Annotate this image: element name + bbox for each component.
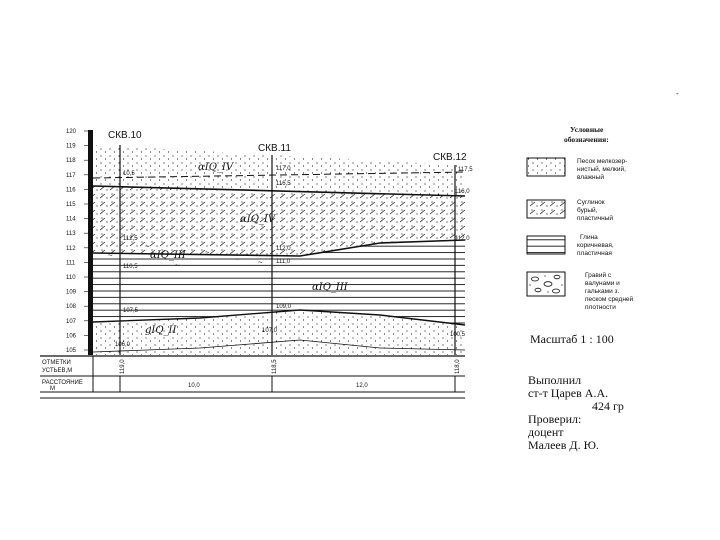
table-label: ОТМЕТКИ — [42, 360, 71, 366]
credit-line: Малеев Д. Ю. — [528, 438, 599, 452]
index-label: gIQ_II — [145, 325, 177, 336]
top-elev: 118,5 — [272, 359, 278, 374]
depth-label: 111 — [66, 260, 76, 267]
mark: 112,5 — [123, 236, 138, 242]
depth-label: 109 — [66, 289, 77, 296]
credit-line: доцент — [528, 425, 564, 439]
depth-label: 108 — [66, 304, 77, 311]
legend-swatch-clay — [527, 236, 565, 254]
depth-label: 120 — [66, 129, 77, 135]
corner-mark: - — [676, 89, 679, 98]
mark: 116,0 — [455, 189, 470, 195]
borehole-label: СКВ.10 — [108, 130, 142, 141]
depth-label: 112 — [66, 245, 76, 252]
svg-text:нистый, мелкий,: нистый, мелкий, — [577, 166, 626, 173]
legend-title: Условные — [570, 125, 604, 134]
svg-text:песком средней: песком средней — [585, 296, 634, 303]
svg-text:~: ~ — [258, 258, 263, 267]
svg-text:~: ~ — [108, 251, 113, 260]
mark: 117,0 — [276, 166, 291, 172]
depth-label: 110 — [66, 275, 76, 281]
borehole-label: СКВ.11 — [258, 143, 291, 154]
legend-swatch-sand — [527, 158, 565, 176]
depth-label: 107 — [66, 318, 77, 325]
index-label: αIQ_III — [150, 250, 186, 261]
svg-text:~: ~ — [145, 242, 150, 251]
legend-title: обозначения: — [564, 135, 609, 144]
mark: 112,0 — [276, 246, 291, 252]
svg-text:пластичный: пластичный — [577, 215, 614, 222]
credit-line: 424 гр — [592, 399, 624, 413]
svg-text:~: ~ — [205, 248, 210, 257]
depth-label: 118 — [66, 158, 76, 165]
depth-label: 113 — [66, 231, 76, 238]
svg-text:бурый,: бурый, — [577, 207, 598, 214]
mark: 10,5 — [123, 171, 135, 177]
mark: 106,0 — [115, 342, 131, 348]
mark: 116,5 — [276, 181, 291, 187]
depth-scale — [66, 129, 93, 355]
depth-label: 119 — [66, 143, 76, 150]
credit-line: ст-т Царев А.А. — [528, 386, 609, 400]
bottom-table — [40, 356, 465, 398]
mark: 109,0 — [276, 304, 292, 310]
depth-label: 106 — [66, 333, 77, 340]
top-elev: 118,0 — [455, 359, 461, 374]
depth-label: 117 — [66, 172, 76, 179]
table-label: РАССТОЯНИЕ — [42, 380, 83, 386]
index-label: αIQ_IV — [240, 214, 276, 225]
mark: 111,0 — [276, 259, 291, 265]
svg-text:плотности: плотности — [585, 304, 616, 311]
distance: 12,0 — [356, 383, 368, 389]
scale-text: Масштаб 1 : 100 — [530, 332, 614, 346]
depth-label: 115 — [66, 202, 76, 208]
top-elev: 119,0 — [120, 359, 126, 374]
svg-text:Глина: Глина — [580, 234, 598, 241]
distance: 10,0 — [188, 383, 200, 389]
table-label: М — [50, 386, 55, 392]
svg-text:гальками з.: гальками з. — [585, 288, 620, 295]
depth-label: 116 — [66, 187, 76, 194]
credit-line: Проверил: — [528, 412, 582, 426]
svg-text:Гравий с: Гравий с — [585, 272, 612, 279]
legend-swatch-loam — [527, 200, 565, 218]
svg-text:пластичная: пластичная — [577, 250, 612, 257]
svg-text:валунами и: валунами и — [585, 280, 620, 287]
mark: 112,0 — [455, 236, 470, 242]
index-label: αIQ_IV — [198, 162, 234, 173]
mark: 107,5 — [123, 308, 139, 314]
svg-text:Суглинок: Суглинок — [577, 199, 605, 206]
mark: 100,5 — [450, 332, 466, 338]
svg-text:~: ~ — [175, 261, 180, 270]
borehole-label: СКВ.12 — [433, 152, 467, 163]
svg-text:влажный: влажный — [577, 174, 604, 181]
mark: 107,0 — [262, 328, 278, 334]
mark: 110,5 — [123, 264, 138, 270]
credit-line: Выполнил — [528, 373, 582, 387]
mark: 117,5 — [458, 167, 473, 173]
svg-text:~: ~ — [235, 255, 240, 264]
legend — [527, 125, 634, 311]
svg-text:коричневая,: коричневая, — [577, 242, 614, 249]
table-label: УСТЬЕВ,М — [42, 368, 73, 374]
depth-label: 114 — [66, 216, 76, 223]
svg-text:Песок мелкозер-: Песок мелкозер- — [577, 158, 628, 165]
index-label: αIQ_III — [312, 282, 348, 293]
depth-label: 105 — [66, 348, 77, 354]
credits-block — [528, 373, 624, 452]
